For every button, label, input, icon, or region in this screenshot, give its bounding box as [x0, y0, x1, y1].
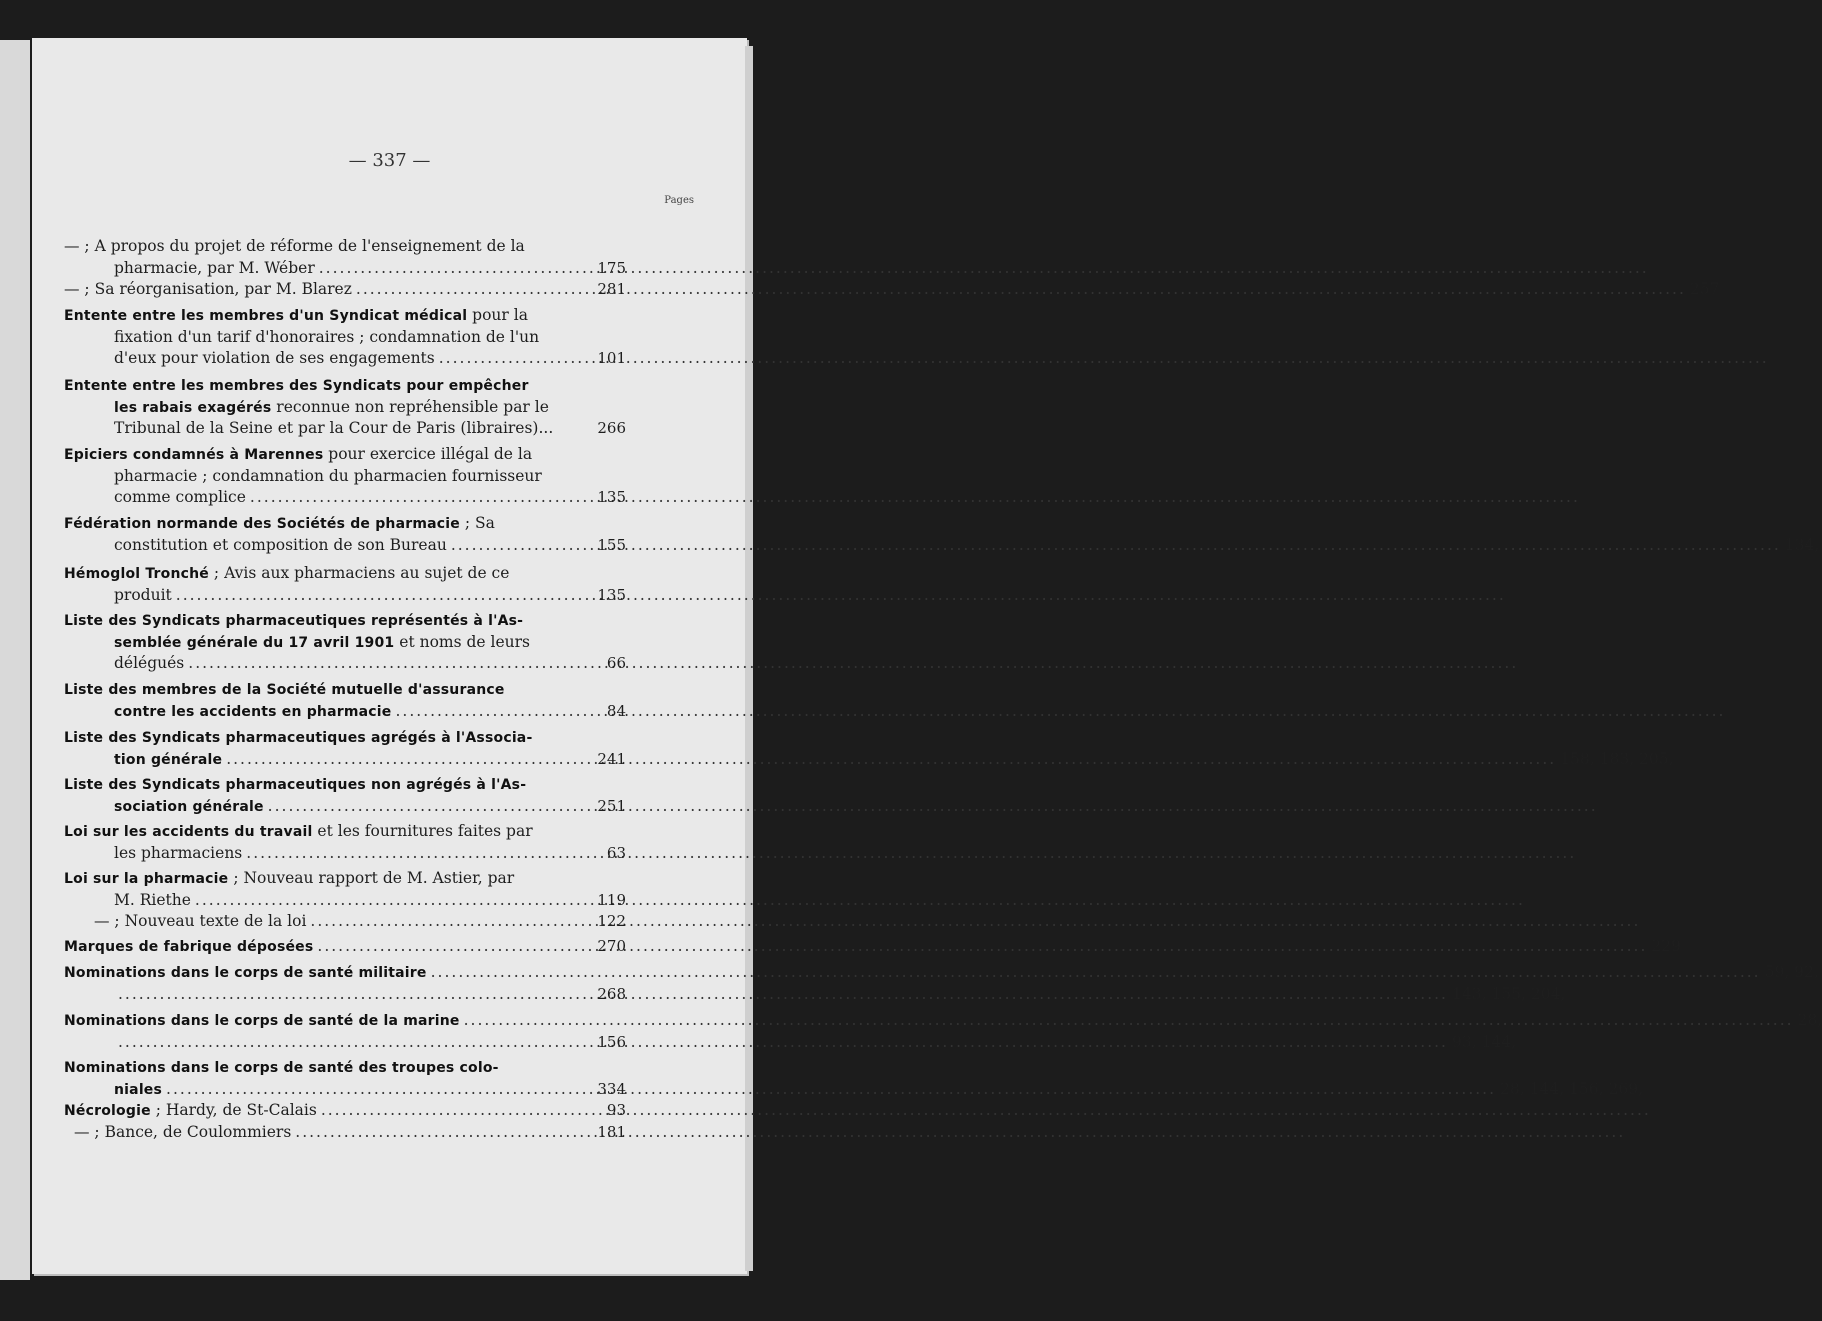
entry-line	[64, 1057, 627, 1079]
index-entry	[64, 513, 1820, 556]
entry-line	[64, 610, 627, 632]
entry-text: produit	[114, 585, 172, 604]
entry-text: les pharmaciens	[114, 843, 243, 862]
entry-inline-pages: 257	[1689, 280, 1720, 298]
entry-text: ; Hardy, de St-Calais	[150, 1101, 317, 1119]
entry-line	[64, 821, 627, 843]
entry-headword: Entente entre les membres des Syndicats pour empêcher	[64, 378, 529, 394]
entry-headword: Epiciers condamnés à Marennes	[64, 447, 324, 463]
entry-text: pharmacie, par M. Wéber	[114, 258, 315, 277]
entry-page-ref: 122	[597, 912, 626, 930]
entry-page-ref: 268	[597, 984, 626, 1003]
entry-page-ref: 241	[597, 749, 626, 768]
entry-page-ref: 63	[606, 843, 626, 862]
entry-page-ref: 93	[606, 1101, 626, 1119]
entry-inline-pages: 143, 155, 204,	[1451, 984, 1566, 1003]
index-entry	[64, 563, 627, 606]
entry-page-ref: 251	[597, 796, 626, 815]
entry-headword: Liste des Syndicats pharmaceutiques agrégés à l'Associa-	[64, 730, 533, 746]
entry-text: et noms de leurs	[394, 632, 530, 651]
entry-line	[64, 890, 627, 912]
index-entry	[64, 936, 1681, 958]
index-entry	[64, 375, 627, 440]
index-entry	[64, 1057, 1643, 1100]
entry-line	[64, 1032, 1517, 1054]
entry-page-ref: 84	[606, 701, 626, 720]
entry-line: Tribunal de la Seine et par la Cour de Paris (libraires)...	[114, 419, 554, 437]
entry-line	[64, 563, 627, 585]
entry-text: pour la	[467, 306, 528, 324]
index-entry	[64, 305, 627, 370]
entry-page-ref: 334	[597, 1079, 626, 1098]
entry-line	[64, 487, 627, 509]
entry-line	[64, 1100, 627, 1122]
entry-line: — ; A propos du projet de réforme de l'enseignement de la	[64, 237, 525, 255]
entry-page-ref: 101	[597, 349, 626, 367]
entry-page-ref: 119	[597, 890, 626, 909]
index-entry	[64, 610, 627, 675]
index-entry	[64, 727, 1674, 770]
index-entry	[64, 1010, 1822, 1053]
entry-line	[64, 774, 627, 796]
entry-headword: semblée générale du 17 avril 1901	[114, 634, 395, 651]
index-entry	[64, 911, 627, 933]
entry-line	[64, 679, 627, 701]
entry-line	[64, 305, 627, 327]
entry-line	[64, 535, 1820, 557]
entry-inline-pages: 158, 183, 205,	[1560, 749, 1674, 768]
entry-page-ref: 181	[597, 1123, 626, 1141]
entry-headword: Nominations dans le corps de santé militaire	[64, 965, 427, 981]
entry-page-ref: 175	[597, 258, 626, 277]
entry-text: — ; Bance, de Coulommiers	[74, 1123, 292, 1141]
entry-line	[64, 962, 1819, 984]
entry-inline-pages: 28,	[1797, 1011, 1822, 1029]
entry-page-ref: 135	[597, 585, 626, 604]
entry-headword: Liste des membres de la Société mutuelle d'assurance	[64, 682, 505, 698]
entry-line	[64, 796, 627, 818]
entry-headword: tion générale	[114, 751, 223, 768]
entry-text: M. Riethe	[114, 890, 191, 909]
page-number: — 337 —	[348, 150, 431, 171]
entry-text: et les fournitures faites par	[312, 822, 533, 840]
entry-text: délégués	[114, 654, 185, 672]
entry-line	[64, 984, 1566, 1006]
entry-inline-pages: 93, 144,	[1451, 1032, 1517, 1051]
entry-headword: Loi sur les accidents du travail	[64, 824, 313, 840]
entry-page-ref: 266	[597, 419, 626, 437]
entry-inline-pages: 229	[1651, 937, 1681, 955]
entry-headword: Liste des Syndicats pharmaceutiques représentés à l'As-	[64, 613, 524, 629]
entry-text: — ; Nouveau texte de la loi	[94, 912, 307, 930]
entry-inline-pages: 59, 92,	[1764, 963, 1819, 981]
entry-line	[64, 653, 627, 675]
entry-line	[64, 936, 1681, 958]
index-entry	[64, 444, 627, 509]
entry-line	[64, 843, 627, 865]
entry-text: pour exercice illégal de la	[323, 445, 533, 463]
facing-page-edge	[0, 40, 30, 1280]
entry-headword: Marques de fabrique déposées	[64, 939, 314, 955]
entry-inline-pages: 134,	[1784, 535, 1820, 554]
entry-line	[64, 749, 1674, 771]
entry-line	[64, 701, 627, 723]
entry-headword: Entente entre les membres d'un Syndicat médical	[64, 308, 468, 324]
entry-headword: Nécrologie	[64, 1103, 151, 1119]
entry-line	[64, 632, 627, 654]
entry-headword: sociation générale	[114, 798, 264, 815]
index-entry	[64, 821, 627, 864]
entry-page-ref: 155	[597, 535, 626, 554]
entry-headword: niales	[114, 1081, 163, 1098]
pages-column-label: Pages	[664, 195, 694, 206]
entry-line	[64, 727, 627, 749]
entry-line	[64, 868, 627, 890]
entry-text: ; Sa	[459, 514, 495, 532]
index-entry	[64, 679, 627, 722]
entry-headword: contre les accidents en pharmacie	[114, 703, 392, 720]
entry-page-ref: 135	[597, 488, 626, 506]
entry-text: ; Nouveau rapport de M. Astier, par	[228, 869, 515, 887]
entry-text: reconnue non repréhensible par le	[271, 397, 549, 416]
entry-line	[64, 585, 627, 607]
entry-line	[64, 397, 627, 419]
entry-text: comme complice	[114, 488, 246, 506]
index-entry	[64, 236, 627, 279]
entry-headword: Hémoglol Tronché	[64, 566, 209, 582]
entry-line	[64, 513, 627, 535]
index-entry	[64, 774, 627, 817]
entry-text: d'eux pour violation de ses engagements	[114, 349, 435, 367]
entry-inline-pages: 28, 144, 156, 269,	[1500, 1079, 1643, 1098]
entry-line	[64, 1122, 627, 1144]
index-entry	[64, 279, 1720, 301]
index-entry	[64, 868, 627, 911]
entry-text: — ; Sa réorganisation, par M. Blarez	[64, 280, 352, 298]
entry-line	[64, 444, 627, 466]
entry-headword: Nominations dans le corps de santé des troupes colo-	[64, 1060, 499, 1076]
entry-headword: Liste des Syndicats pharmaceutiques non agrégés à l'As-	[64, 777, 527, 793]
entry-headword: Loi sur la pharmacie	[64, 871, 229, 887]
entry-text: ; Avis aux pharmaciens au sujet de ce	[209, 564, 510, 582]
entry-page-ref: 66	[606, 654, 626, 672]
entry-page-ref: 281	[597, 280, 626, 298]
entry-headword: Fédération normande des Sociétés de pharmacie	[64, 516, 460, 532]
index-entry	[64, 1100, 627, 1122]
index-entry	[64, 962, 1819, 1005]
entry-page-ref: 156	[597, 1032, 626, 1051]
entry-line: pharmacie ; condamnation du pharmacien fournisseur	[114, 466, 542, 485]
entry-line	[64, 1079, 1643, 1101]
entry-headword: les rabais exagérés	[114, 399, 272, 416]
entry-page-ref: 270	[597, 937, 626, 955]
index-entry	[64, 1122, 627, 1144]
entry-text: constitution et composition de son Bureau	[114, 535, 447, 554]
entry-line	[64, 1010, 1822, 1032]
entry-line	[64, 375, 627, 397]
entry-line	[64, 911, 627, 933]
entry-headword: Nominations dans le corps de santé de la marine	[64, 1013, 460, 1029]
entry-line	[64, 279, 1720, 301]
entry-line	[64, 258, 627, 280]
entry-line: fixation d'un tarif d'honoraires ; condamnation de l'un	[114, 327, 540, 346]
entry-line	[64, 348, 627, 370]
